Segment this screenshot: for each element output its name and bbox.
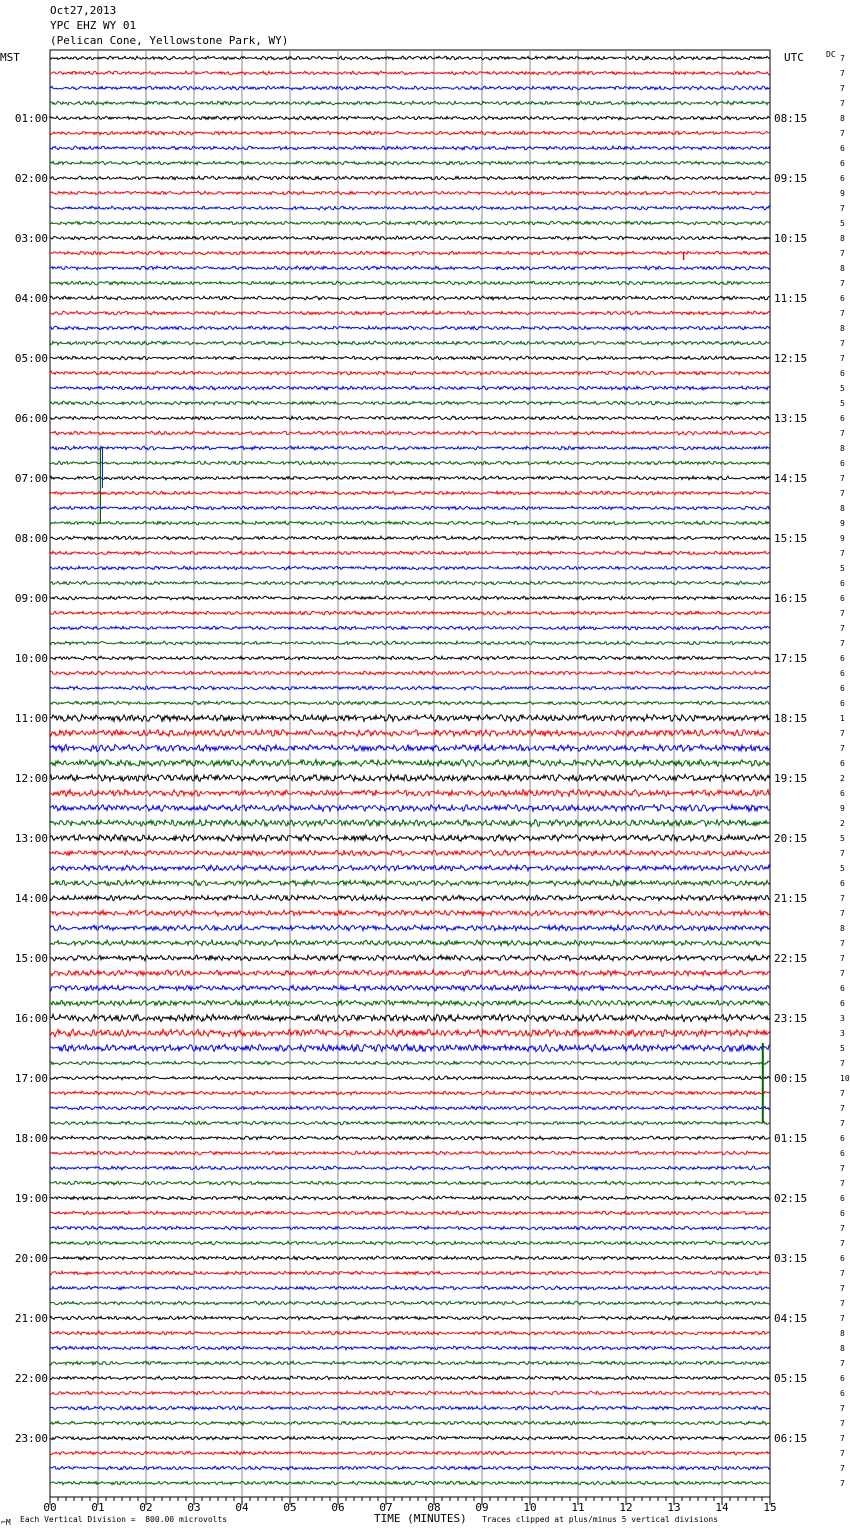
dc-offset-label: 8 [840, 324, 845, 333]
dc-offset-label: 7 [840, 894, 845, 903]
seismic-trace [50, 1481, 770, 1485]
dc-offset-label: 7 [840, 84, 845, 93]
seismic-trace [50, 1000, 770, 1006]
dc-offset-label: 8 [840, 264, 845, 273]
dc-offset-label: 6 [840, 789, 845, 798]
dc-offset-label: 7 [840, 204, 845, 213]
seismic-trace [50, 596, 770, 600]
dc-offset-label: 5 [840, 564, 845, 573]
x-tick-label: 06 [331, 1501, 345, 1514]
dc-offset-label: 7 [840, 1284, 845, 1293]
dc-offset-label: 7 [840, 54, 845, 63]
seismic-trace [50, 1061, 770, 1065]
hour-label-left: 16:00 [14, 1012, 48, 1025]
seismic-trace [50, 191, 770, 195]
seismic-trace [50, 1241, 770, 1245]
seismic-trace [50, 371, 770, 375]
seismic-trace [50, 386, 770, 390]
dc-offset-label: 6 [840, 1254, 845, 1263]
dc-offset-label: 7 [840, 1059, 845, 1068]
dc-offset-label: 6 [840, 1209, 845, 1218]
hour-label-right: 17:15 [774, 652, 808, 665]
dc-offset-label: 10 [840, 1074, 850, 1083]
hour-label-left: 09:00 [14, 592, 48, 605]
dc-offset-label: 7 [840, 474, 845, 483]
hour-label-right: 13:15 [774, 412, 808, 425]
dc-offset-label: 2 [840, 819, 845, 828]
hour-label-left: 05:00 [14, 352, 48, 365]
hour-label-right: 12:15 [774, 352, 808, 365]
dc-offset-label: 1 [840, 714, 845, 723]
dc-offset-label: 7 [840, 69, 845, 78]
hour-label-right: 22:15 [774, 952, 808, 965]
x-tick-label: 02 [139, 1501, 153, 1514]
hour-label-left: 22:00 [14, 1372, 48, 1385]
dc-offset-label: 7 [840, 429, 845, 438]
seismic-trace [50, 626, 770, 630]
hour-label-right: 18:15 [774, 712, 808, 725]
seismic-trace [50, 760, 770, 767]
dc-offset-label: 7 [840, 969, 845, 978]
dc-offset-label: 9 [840, 519, 845, 528]
dc-offset-label: 2 [840, 774, 845, 783]
x-tick-label: 07 [379, 1501, 393, 1514]
hour-label-right: 10:15 [774, 232, 808, 245]
dc-offset-label: 5 [840, 834, 845, 843]
dc-offset-label: 9 [840, 189, 845, 198]
dc-offset-label: 8 [840, 504, 845, 513]
x-tick-label: 08 [427, 1501, 441, 1514]
dc-offset-label: 6 [840, 144, 845, 153]
x-tick-label: 00 [43, 1501, 57, 1514]
x-tick-label: 09 [475, 1501, 489, 1514]
seismic-trace [50, 805, 770, 812]
hour-label-right: 04:15 [774, 1312, 808, 1325]
dc-offset-label: 7 [840, 1419, 845, 1428]
hour-label-left: 08:00 [14, 532, 48, 545]
dc-offset-label: 6 [840, 174, 845, 183]
seismic-trace [50, 566, 770, 570]
hour-label-left: 03:00 [14, 232, 48, 245]
hour-label-right: 06:15 [774, 1432, 808, 1445]
dc-offset-label: 7 [840, 1359, 845, 1368]
dc-offset-label: 6 [840, 1389, 845, 1398]
seismic-trace [50, 686, 770, 690]
dc-offset-label: 6 [840, 699, 845, 708]
hour-label-right: 05:15 [774, 1372, 808, 1385]
seismic-trace [50, 86, 770, 90]
seismic-trace [50, 506, 770, 510]
seismic-trace [50, 1286, 770, 1290]
seismic-trace [50, 970, 770, 976]
seismic-trace [50, 1076, 770, 1080]
seismic-trace [50, 1361, 770, 1365]
seismic-trace [50, 730, 770, 737]
dc-offset-label: 6 [840, 294, 845, 303]
dc-offset-label: 7 [840, 939, 845, 948]
seismic-trace [50, 446, 770, 450]
dc-offset-label: 7 [840, 1404, 845, 1413]
seismic-trace [50, 536, 770, 540]
seismic-trace [50, 641, 770, 645]
dc-offset-label: 6 [840, 594, 845, 603]
dc-offset-label: 6 [840, 984, 845, 993]
seismic-trace [50, 401, 770, 405]
dc-offset-label: 6 [840, 1374, 845, 1383]
seismic-trace [50, 311, 770, 315]
dc-offset-label: 8 [840, 1329, 845, 1338]
hour-label-right: 23:15 [774, 1012, 808, 1025]
dc-offset-label: 7 [840, 609, 845, 618]
dc-offset-label: 5 [840, 219, 845, 228]
hour-label-left: 12:00 [14, 772, 48, 785]
corner-mark: ⌐M [1, 1518, 11, 1527]
seismic-trace [50, 461, 770, 465]
dc-offset-label: 7 [840, 954, 845, 963]
seismic-trace [50, 1436, 770, 1440]
dc-offset-label: 7 [840, 129, 845, 138]
dc-offset-label: 6 [840, 879, 845, 888]
x-axis-title: TIME (MINUTES) [374, 1512, 467, 1525]
x-tick-label: 03 [187, 1501, 201, 1514]
dc-offset-label: 8 [840, 114, 845, 123]
dc-offset-label: 6 [840, 369, 845, 378]
hour-label-left: 01:00 [14, 112, 48, 125]
seismic-trace [50, 850, 770, 856]
dc-offset-label: 6 [840, 1194, 845, 1203]
dc-offset-label: 5 [840, 864, 845, 873]
dc-offset-label: 6 [840, 669, 845, 678]
seismic-trace [50, 1196, 770, 1200]
seismic-trace [50, 656, 770, 660]
seismic-trace [50, 925, 770, 931]
utc-label: UTC [784, 51, 804, 64]
seismic-trace [50, 895, 770, 901]
hour-label-right: 11:15 [774, 292, 808, 305]
hour-label-left: 06:00 [14, 412, 48, 425]
seismic-trace [50, 1331, 770, 1335]
seismic-trace [50, 56, 770, 60]
mst-label: MST [0, 51, 20, 64]
seismic-trace [50, 1226, 770, 1230]
seismic-trace [50, 581, 770, 585]
seismic-trace [50, 775, 770, 782]
seismic-trace [50, 1014, 770, 1021]
seismic-trace [50, 1151, 770, 1155]
dc-offset-label: 7 [840, 909, 845, 918]
hour-label-right: 21:15 [774, 892, 808, 905]
dc-offset-label: 5 [840, 399, 845, 408]
dc-offset-label: 6 [840, 654, 845, 663]
seismic-trace [50, 251, 770, 255]
dc-label: DC [826, 50, 836, 59]
seismic-trace [50, 1166, 770, 1170]
x-tick-label: 05 [283, 1501, 297, 1514]
station-label: YPC EHZ WY 01 [50, 19, 137, 32]
hour-label-left: 14:00 [14, 892, 48, 905]
dc-offset-label: 6 [840, 999, 845, 1008]
dc-offset-label: 7 [840, 849, 845, 858]
seismic-trace [50, 715, 770, 722]
seismic-trace [50, 985, 770, 991]
hour-label-left: 23:00 [14, 1432, 48, 1445]
hour-label-right: 02:15 [774, 1192, 808, 1205]
dc-offset-label: 7 [840, 339, 845, 348]
x-tick-label: 12 [619, 1501, 633, 1514]
dc-offset-label: 7 [840, 1164, 845, 1173]
seismic-trace [50, 521, 770, 525]
dc-offset-label: 7 [840, 1119, 845, 1128]
seismic-trace [50, 1376, 770, 1380]
dc-offset-label: 7 [840, 1239, 845, 1248]
x-tick-label: 04 [235, 1501, 249, 1514]
dc-offset-label: 6 [840, 459, 845, 468]
seismic-trace [50, 131, 770, 135]
x-tick-label: 01 [91, 1501, 105, 1514]
hour-label-right: 16:15 [774, 592, 808, 605]
dc-offset-label: 7 [840, 99, 845, 108]
seismic-trace [50, 551, 770, 555]
scale-note: Each Vertical Division = 800.00 microvolts [20, 1515, 228, 1524]
hour-label-right: 14:15 [774, 472, 808, 485]
seismic-trace [50, 416, 770, 420]
x-tick-label: 10 [523, 1501, 537, 1514]
dc-offset-label: 7 [840, 354, 845, 363]
dc-offset-label: 7 [840, 1269, 845, 1278]
dc-offset-label: 6 [840, 414, 845, 423]
hour-label-right: 15:15 [774, 532, 808, 545]
hour-label-left: 20:00 [14, 1252, 48, 1265]
seismic-trace [50, 341, 770, 345]
seismic-trace [50, 1181, 770, 1185]
seismic-trace [50, 1121, 770, 1125]
seismic-trace [50, 476, 770, 480]
dc-offset-label: 3 [840, 1014, 845, 1023]
dc-offset-label: 3 [840, 1029, 845, 1038]
seismic-trace [50, 835, 770, 842]
dc-offset-label: 5 [840, 1044, 845, 1053]
seismic-trace [50, 820, 770, 827]
hour-label-left: 21:00 [14, 1312, 48, 1325]
seismic-trace [50, 1466, 770, 1470]
dc-offset-label: 7 [840, 1179, 845, 1188]
seismic-trace [50, 1301, 770, 1305]
hour-label-left: 15:00 [14, 952, 48, 965]
seismic-trace [50, 71, 770, 75]
seismic-trace [50, 1451, 770, 1455]
dc-offset-label: 8 [840, 1344, 845, 1353]
seismic-trace [50, 940, 770, 946]
hour-label-right: 19:15 [774, 772, 808, 785]
seismic-trace [50, 221, 770, 225]
dc-offset-label: 8 [840, 234, 845, 243]
hour-label-right: 03:15 [774, 1252, 808, 1265]
seismic-trace [50, 236, 770, 240]
seismic-trace [50, 491, 770, 495]
seismic-trace [50, 1256, 770, 1260]
x-tick-label: 11 [571, 1501, 585, 1514]
seismic-trace [50, 880, 770, 886]
seismic-trace [50, 1211, 770, 1215]
hour-label-left: 17:00 [14, 1072, 48, 1085]
seismic-trace [50, 356, 770, 360]
dc-offset-label: 7 [840, 639, 845, 648]
seismic-trace [50, 701, 770, 705]
hour-label-left: 04:00 [14, 292, 48, 305]
dc-offset-label: 9 [840, 534, 845, 543]
seismic-trace [50, 745, 770, 752]
seismic-trace [50, 146, 770, 150]
seismic-trace [50, 176, 770, 180]
seismic-trace [50, 296, 770, 300]
hour-label-right: 08:15 [774, 112, 808, 125]
hour-label-left: 11:00 [14, 712, 48, 725]
seismic-trace [50, 671, 770, 675]
dc-offset-label: 7 [840, 279, 845, 288]
dc-offset-label: 7 [840, 1314, 845, 1323]
dc-offset-label: 8 [840, 444, 845, 453]
dc-offset-label: 7 [840, 249, 845, 258]
seismic-trace [50, 326, 770, 330]
seismic-trace [50, 1044, 770, 1051]
seismic-trace [50, 955, 770, 961]
dc-offset-label: 7 [840, 1089, 845, 1098]
x-tick-label: 13 [667, 1501, 681, 1514]
seismic-trace [50, 1029, 770, 1036]
date-label: Oct27,2013 [50, 4, 117, 17]
seismic-trace [50, 1406, 770, 1410]
dc-offset-label: 7 [840, 1104, 845, 1113]
x-tick-label: 15 [763, 1501, 777, 1514]
dc-offset-label: 7 [840, 1464, 845, 1473]
dc-offset-label: 6 [840, 684, 845, 693]
dc-offset-label: 5 [840, 384, 845, 393]
seismic-trace [50, 611, 770, 615]
seismic-trace [50, 1271, 770, 1275]
hour-label-right: 20:15 [774, 832, 808, 845]
seismic-trace [50, 281, 770, 285]
hour-label-right: 00:15 [774, 1072, 808, 1085]
dc-offset-label: 9 [840, 804, 845, 813]
dc-offset-label: 7 [840, 729, 845, 738]
dc-offset-label: 7 [840, 549, 845, 558]
seismic-trace [50, 101, 770, 105]
dc-offset-label: 6 [840, 579, 845, 588]
clip-note: Traces clipped at plus/minus 5 vertical divisions [482, 1515, 719, 1524]
dc-offset-label: 7 [840, 489, 845, 498]
dc-offset-label: 7 [840, 624, 845, 633]
seismic-trace [50, 1346, 770, 1350]
hour-label-left: 18:00 [14, 1132, 48, 1145]
hour-label-left: 13:00 [14, 832, 48, 845]
hour-label-left: 10:00 [14, 652, 48, 665]
seismic-trace [50, 206, 770, 210]
dc-offset-label: 6 [840, 1134, 845, 1143]
seismic-trace [50, 910, 770, 916]
seismic-trace [50, 865, 770, 871]
dc-offset-label: 7 [840, 1434, 845, 1443]
seismic-trace [50, 1421, 770, 1425]
dc-offset-label: 6 [840, 1149, 845, 1158]
seismic-trace [50, 1316, 770, 1320]
seismic-trace [50, 1106, 770, 1110]
x-tick-label: 14 [715, 1501, 729, 1514]
location-label: (Pelican Cone, Yellowstone Park, WY) [50, 34, 289, 47]
seismic-trace [50, 431, 770, 435]
hour-label-right: 09:15 [774, 172, 808, 185]
seismic-trace [50, 1091, 770, 1095]
hour-label-left: 07:00 [14, 472, 48, 485]
seismic-trace [50, 161, 770, 165]
dc-offset-label: 7 [840, 1479, 845, 1488]
dc-offset-label: 7 [840, 744, 845, 753]
seismic-trace [50, 790, 770, 797]
seismic-trace [50, 1391, 770, 1395]
dc-offset-label: 7 [840, 1299, 845, 1308]
hour-label-right: 01:15 [774, 1132, 808, 1145]
hour-label-left: 02:00 [14, 172, 48, 185]
hour-label-left: 19:00 [14, 1192, 48, 1205]
seismic-trace [50, 1136, 770, 1140]
dc-offset-label: 7 [840, 1449, 845, 1458]
seismic-trace [50, 266, 770, 270]
dc-offset-label: 7 [840, 1224, 845, 1233]
dc-offset-label: 6 [840, 159, 845, 168]
dc-offset-label: 8 [840, 924, 845, 933]
dc-offset-label: 6 [840, 759, 845, 768]
dc-offset-label: 7 [840, 309, 845, 318]
seismic-trace [50, 116, 770, 120]
